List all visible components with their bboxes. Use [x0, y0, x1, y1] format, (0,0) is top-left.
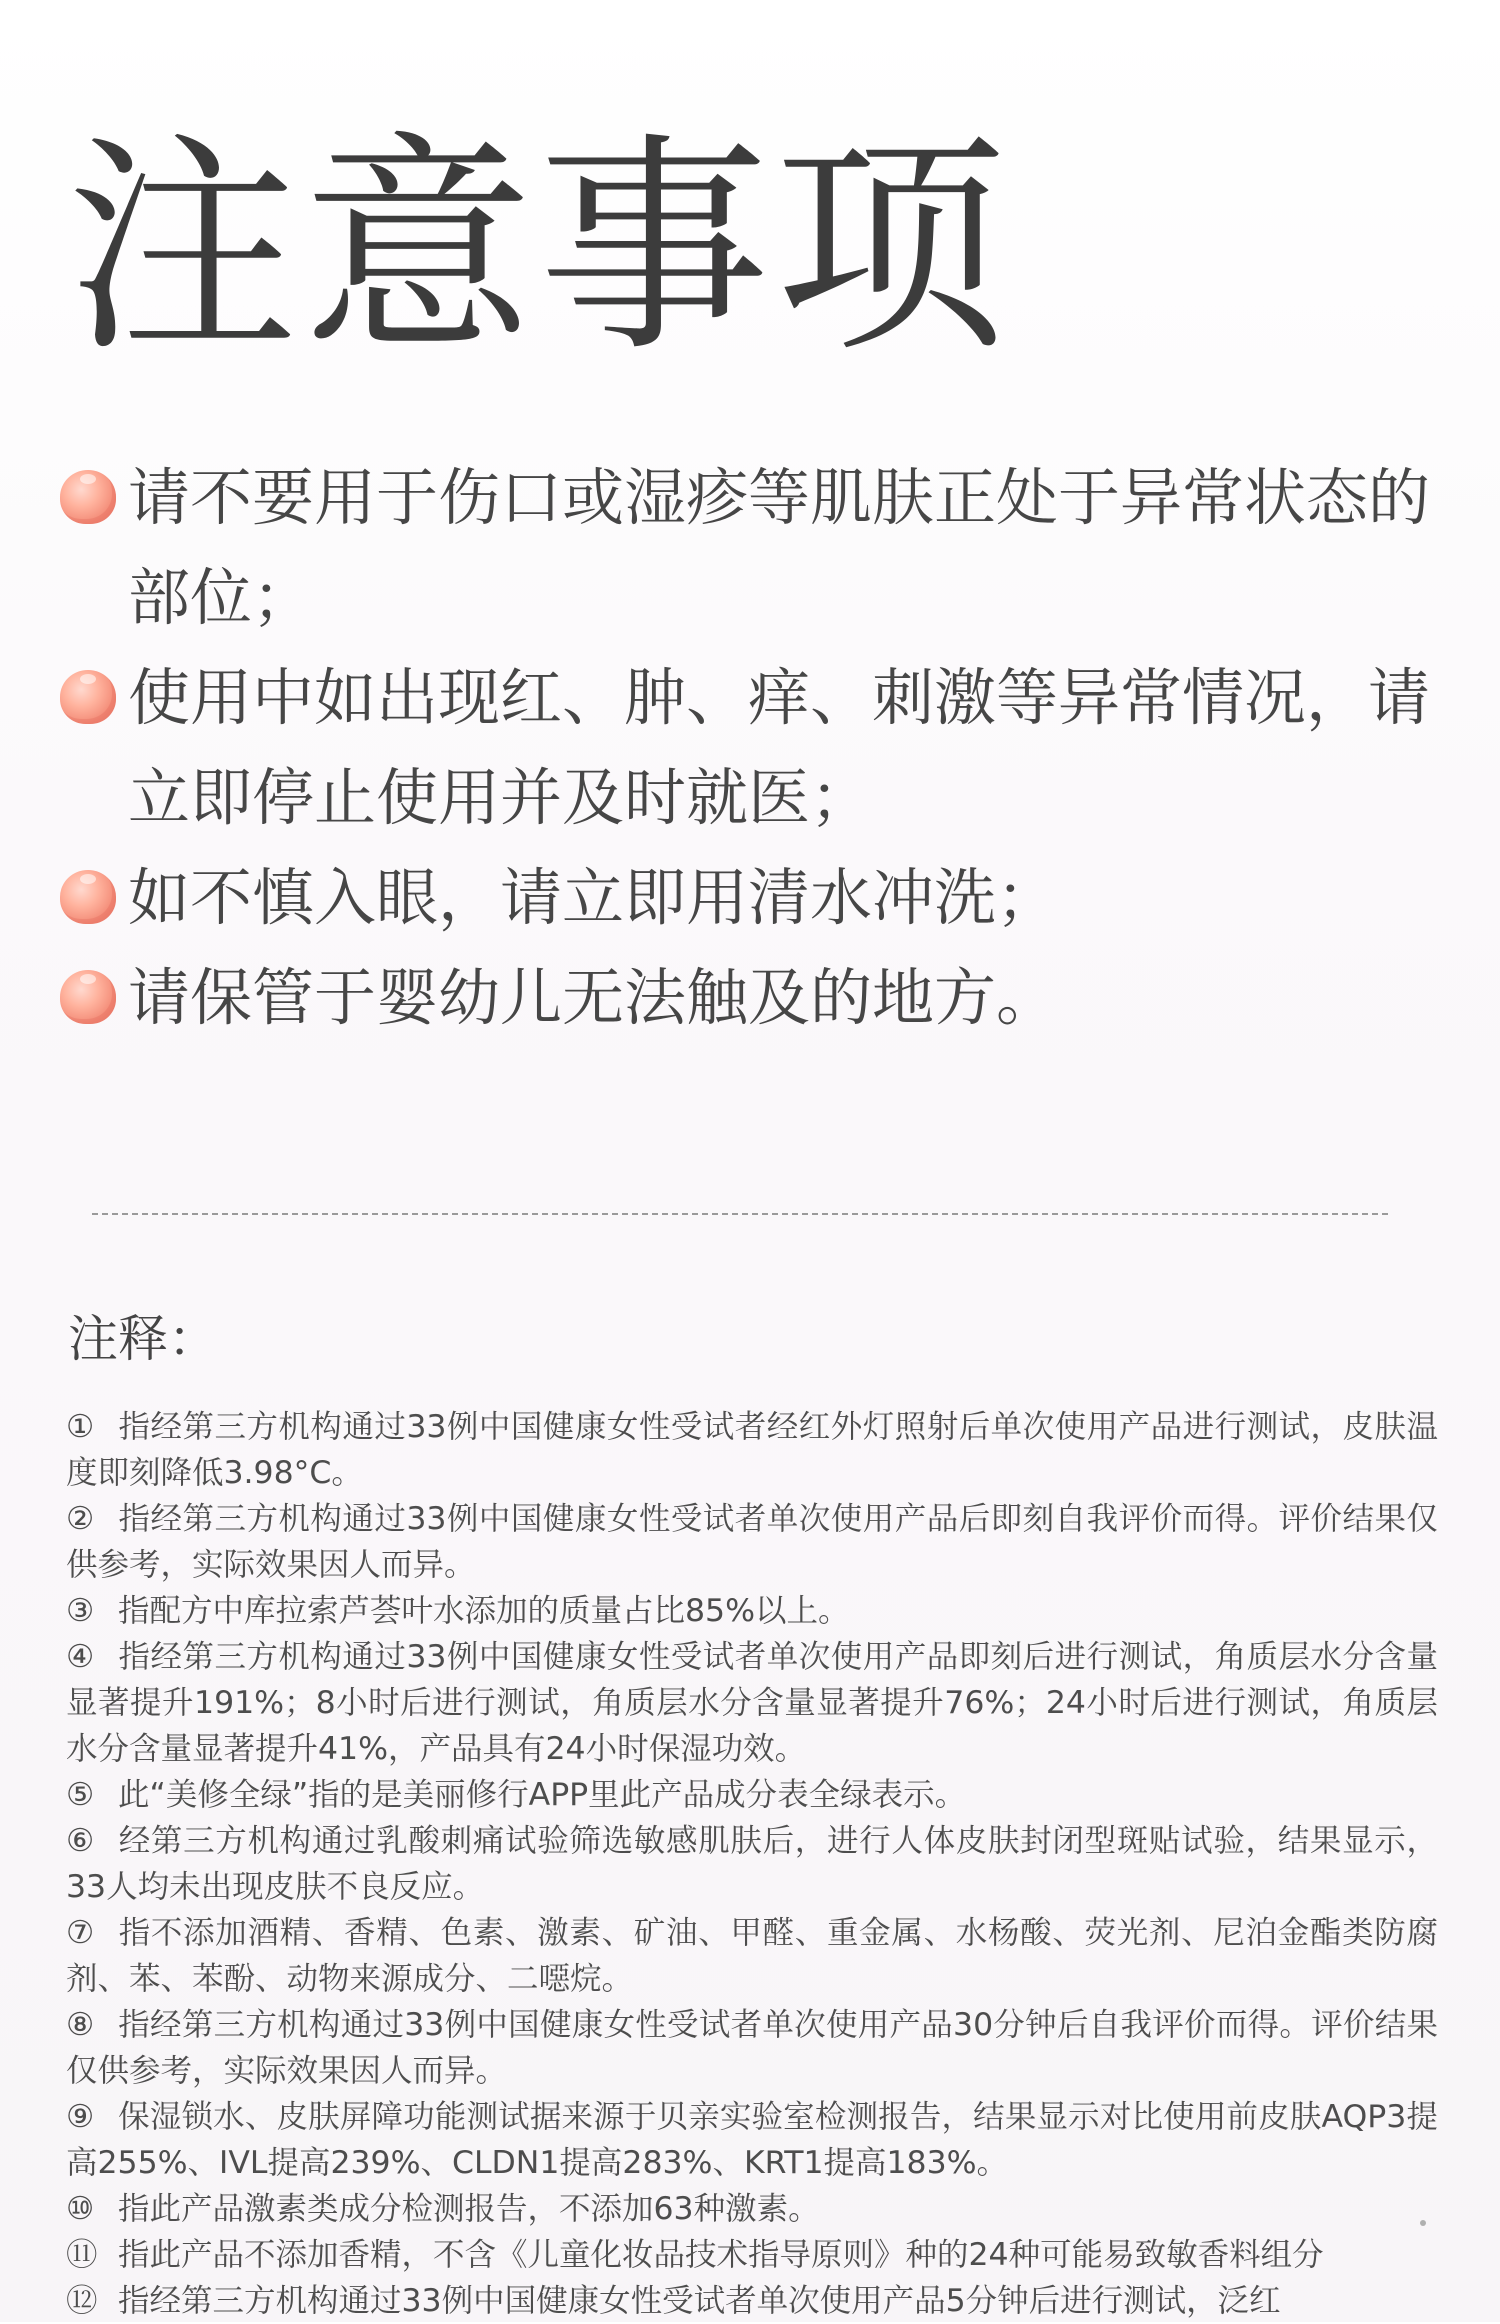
- note-text: 指经第三方机构通过33例中国健康女性受试者经红外灯照射后单次使用产品进行测试，皮肤温度即刻降低3.98°C。: [66, 1409, 1438, 1491]
- notice-text: 使用中如出现红、肿、痒、刺激等异常情况，请立即停止使用并及时就医；: [128, 661, 1431, 834]
- note-text: 指经第三方机构通过33例中国健康女性受试者单次使用产品5分钟后进行测试，泛红: [118, 2283, 1281, 2319]
- note-text: 保湿锁水、皮肤屏障功能测试据来源于贝亲实验室检测报告，结果显示对比使用前皮肤AQP3提高255%、IVL提高239%、CLDN1提高283%、KRT1提高183%。: [66, 2099, 1438, 2181]
- note-item: [66, 1588, 1438, 1634]
- note-text: 指此产品不添加香精，不含《儿童化妆品技术指导原则》种的24种可能易致敏香料组分: [118, 2237, 1324, 2273]
- decorative-dot: [1420, 2220, 1426, 2226]
- note-text: 指经第三方机构通过33例中国健康女性受试者单次使用产品即刻后进行测试，角质层水分含量显著提升191%；8小时后进行测试，角质层水分含量显著提升76%；24小时后进行测试，角质层水分含量显著提升41%，产品具有24小时保湿功效。: [66, 1639, 1438, 1767]
- peach-icon: [60, 670, 116, 724]
- note-number: ⑫: [66, 2283, 98, 2319]
- note-text: 此“美修全绿”指的是美丽修行APP里此产品成分表全绿表示。: [118, 1777, 967, 1813]
- notice-item: [60, 648, 1440, 848]
- note-item: [66, 2002, 1438, 2094]
- peach-icon: [60, 970, 116, 1024]
- peach-icon: [60, 470, 116, 524]
- note-item: [66, 1496, 1438, 1588]
- note-item: [66, 2186, 1438, 2232]
- page-title: 注意事项: [66, 113, 1011, 383]
- note-text: 经第三方机构通过乳酸刺痛试验筛选敏感肌肤后，进行人体皮肤封闭型斑贴试验，结果显示，33人均未出现皮肤不良反应。: [66, 1823, 1438, 1905]
- note-text: 指不添加酒精、香精、色素、激素、矿油、甲醛、重金属、水杨酸、荧光剂、尼泊金酯类防腐剂、苯、苯酚、动物来源成分、二噁烷。: [66, 1915, 1438, 1997]
- note-item: [66, 2278, 1438, 2324]
- peach-icon: [60, 870, 116, 924]
- note-text: 指此产品激素类成分检测报告，不添加63种激素。: [118, 2191, 820, 2227]
- notes-heading: 注释：: [68, 1310, 218, 1368]
- notice-item: [60, 448, 1440, 648]
- note-text: 指经第三方机构通过33例中国健康女性受试者单次使用产品后即刻自我评价而得。评价结果仅供参考，实际效果因人而异。: [66, 1501, 1438, 1583]
- note-number: ⑪: [66, 2237, 98, 2273]
- note-text: 指配方中库拉索芦荟叶水添加的质量占比85%以上。: [118, 1593, 850, 1629]
- note-number: ③: [66, 1593, 95, 1629]
- notice-text: 请不要用于伤口或湿疹等肌肤正处于异常状态的部位；: [128, 461, 1431, 634]
- notice-item: [60, 848, 1440, 948]
- note-item: [66, 1634, 1438, 1772]
- note-item: [66, 1818, 1438, 1910]
- note-number: ⑥: [66, 1823, 95, 1859]
- note-item: [66, 2232, 1438, 2278]
- note-number: ⑩: [66, 2191, 95, 2227]
- note-item: [66, 1404, 1438, 1496]
- notice-text: 请保管于婴幼儿无法触及的地方。: [128, 961, 1059, 1034]
- note-number: ⑤: [66, 1777, 95, 1813]
- notice-item: [60, 948, 1440, 1048]
- notes-list: [66, 1404, 1438, 2324]
- note-item: [66, 1772, 1438, 1818]
- note-number: ⑨: [66, 2099, 95, 2135]
- note-item: [66, 1910, 1438, 2002]
- dashed-divider: [92, 1213, 1388, 1215]
- note-number: ②: [66, 1501, 95, 1537]
- note-number: ①: [66, 1409, 95, 1445]
- note-item: [66, 2094, 1438, 2186]
- note-number: ④: [66, 1639, 95, 1675]
- note-text: 指经第三方机构通过33例中国健康女性受试者单次使用产品30分钟后自我评价而得。评价结果仅供参考，实际效果因人而异。: [66, 2007, 1438, 2089]
- notice-text: 如不慎入眼，请立即用清水冲洗；: [128, 861, 1059, 934]
- note-number: ⑦: [66, 1915, 95, 1951]
- notice-list: [60, 448, 1440, 1048]
- note-number: ⑧: [66, 2007, 95, 2043]
